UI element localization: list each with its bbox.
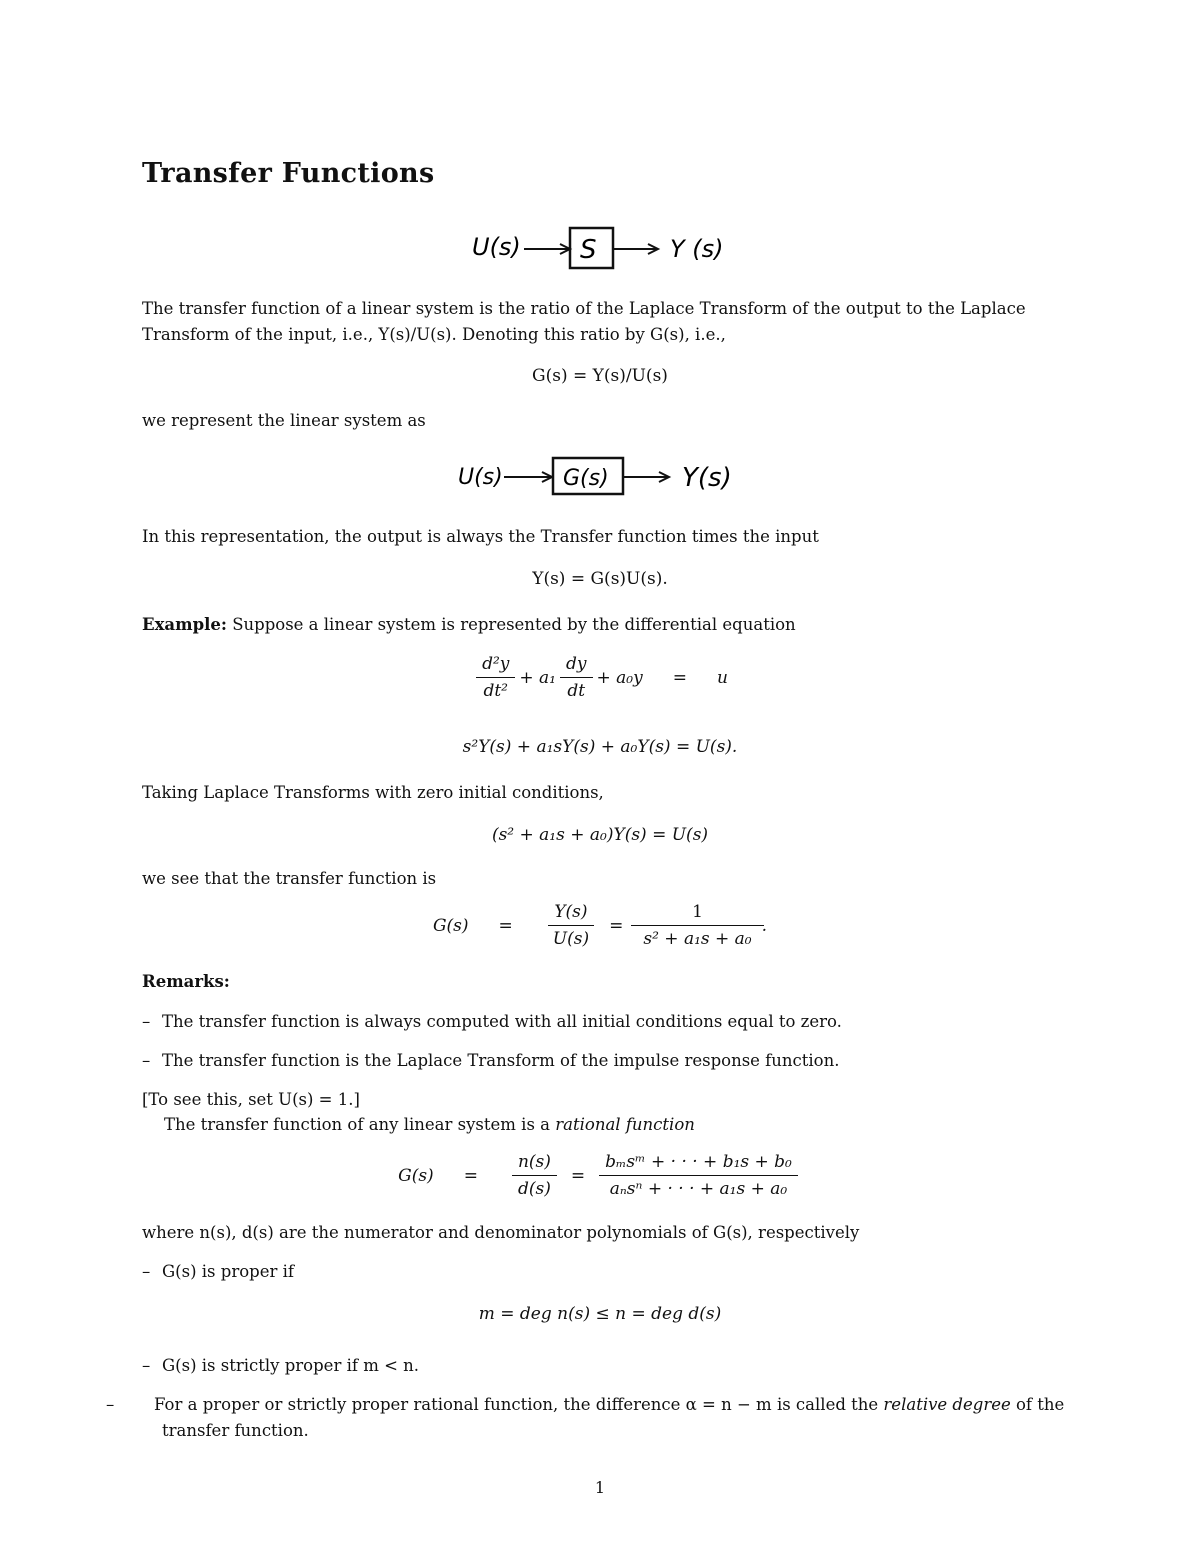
- proper-item: [142, 1259, 1072, 1285]
- equation-gs-ratio: G(s) = Y(s)/U(s): [532, 366, 668, 386]
- equals-sign: =: [609, 915, 624, 936]
- denominator: dt: [567, 681, 586, 701]
- paragraph-where: where n(s), d(s) are the numerator and denominator polynomials of G(s), respectively: [142, 1223, 860, 1242]
- dash: –: [142, 1012, 151, 1031]
- fraction-d2y: [476, 654, 515, 701]
- fraction-n-over-d: [512, 1152, 557, 1199]
- remark-item: [142, 1048, 1072, 1074]
- equation-rational: [0, 1152, 1200, 1199]
- paragraph-rational: [142, 1112, 1094, 1138]
- equation-lhs: G(s): [398, 1165, 434, 1186]
- page-number: 1: [594, 1478, 606, 1497]
- denominator: aₙsⁿ + · · · + a₁s + a₀: [609, 1179, 788, 1199]
- diagram1-output: Y (s): [670, 235, 724, 263]
- equals-sign: =: [498, 915, 513, 936]
- page-title: Transfer Functions: [142, 158, 435, 189]
- period: .: [761, 915, 768, 936]
- equals-sign: =: [463, 1165, 478, 1186]
- numerator: dy: [560, 654, 593, 678]
- rational-text: The transfer function of any linear system is a: [164, 1115, 551, 1134]
- numerator: 1: [631, 902, 763, 926]
- equals-sign: =: [672, 667, 687, 688]
- relative-degree-item: [106, 1392, 1092, 1444]
- remark-text: The transfer function is always computed with all initial conditions equal to zero.: [162, 1012, 842, 1031]
- numerator: bₘsᵐ + · · · + b₁s + b₀: [599, 1152, 798, 1176]
- equation-laplace-expanded: s²Y(s) + a₁sY(s) + a₀Y(s) = U(s).: [462, 737, 738, 757]
- dash: –: [142, 1356, 151, 1375]
- numerator: Y(s): [548, 902, 593, 926]
- dash: –: [106, 1395, 115, 1414]
- diagram1-input: U(s): [472, 233, 521, 261]
- fraction-one-over-poly: [637, 902, 757, 949]
- remark-note: [To see this, set U(s) = 1.]: [142, 1090, 360, 1109]
- example-paragraph: [142, 612, 1072, 638]
- paragraph-we-see: we see that the transfer function is: [142, 869, 437, 888]
- diagram1-block-label: S: [580, 235, 597, 265]
- numerator: n(s): [512, 1152, 557, 1176]
- equation-differential: [0, 654, 1200, 701]
- equation-term: + a₁: [519, 667, 556, 688]
- equation-rhs: u: [716, 667, 728, 688]
- diagram2-output: Y(s): [682, 463, 732, 493]
- equation-term: + a₀y: [596, 667, 643, 688]
- equals-sign: =: [570, 1165, 586, 1186]
- equation-output: Y(s) = G(s)U(s).: [532, 569, 668, 589]
- rational-emphasis: rational function: [555, 1115, 695, 1134]
- relative-degree-emphasis: relative degree: [883, 1395, 1011, 1414]
- paragraph-taking-laplace: Taking Laplace Transforms with zero initial conditions,: [142, 783, 604, 802]
- paragraph-represent: we represent the linear system as: [142, 411, 426, 430]
- equation-lhs: G(s): [432, 915, 469, 936]
- remarks-heading: Remarks:: [142, 972, 230, 991]
- denominator: s² + a₁s + a₀: [643, 929, 752, 949]
- relative-degree-text: For a proper or strictly proper rational function, the difference α = n − m is called the: [154, 1395, 879, 1414]
- dash: –: [142, 1262, 151, 1281]
- equation-transfer-function: [0, 902, 1200, 949]
- example-label: Example:: [142, 615, 227, 634]
- equation-factored: (s² + a₁s + a₀)Y(s) = U(s): [491, 825, 709, 845]
- fraction-polynomials: [599, 1152, 798, 1199]
- dash: –: [142, 1051, 151, 1070]
- block-diagram-s: [460, 222, 740, 274]
- block-diagram-g: [450, 452, 760, 504]
- denominator: U(s): [552, 929, 590, 949]
- denominator: d(s): [517, 1179, 551, 1199]
- paragraph-representation: In this representation, the output is always the Transfer function times the input: [142, 527, 819, 546]
- equation-degree: m = deg n(s) ≤ n = deg d(s): [478, 1304, 722, 1324]
- example-text: Suppose a linear system is represented by the differential equation: [232, 615, 796, 634]
- strictly-proper-item: [142, 1353, 1072, 1379]
- paragraph-definition: The transfer function of a linear system is the ratio of the Laplace Transform of the output to the Laplace Transform of the input, i.e., Y(s)/U(s). Denoting this ratio by G(s), i.e.,: [142, 299, 1026, 344]
- diagram2-input: U(s): [458, 465, 503, 490]
- diagram2-block-label: G(s): [563, 466, 609, 491]
- numerator: d²y: [476, 654, 515, 678]
- strictly-proper-text: G(s) is strictly proper if m < n.: [162, 1356, 420, 1375]
- relative-degree-text-end: of the transfer function.: [162, 1395, 1065, 1440]
- fraction-dy: [560, 654, 593, 701]
- remark-item: [142, 1009, 1072, 1035]
- denominator: dt²: [483, 681, 508, 701]
- remark-text: The transfer function is the Laplace Transform of the impulse response function.: [162, 1051, 840, 1070]
- fraction-y-over-u: [547, 902, 595, 949]
- proper-text: G(s) is proper if: [162, 1262, 294, 1281]
